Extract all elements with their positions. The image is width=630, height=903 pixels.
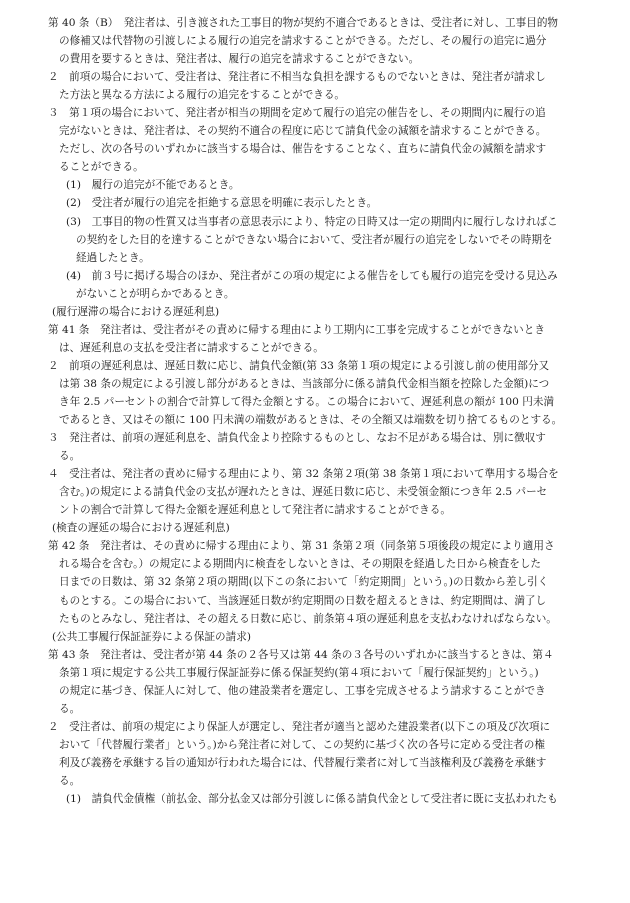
item-line: (1) 請負代金債権（前払金、部分払金又は部分引渡しに係る請負代金として受注者に既に支払われたも: [66, 793, 558, 806]
paragraph-line: ２ 前項の場合において、受注者は、発注者に不相当な負担を課するものでないときは、発注者が請求し: [48, 71, 546, 84]
text-line: 含む。)の規定による請負代金の支払が遅れたときは、遅延日数に応じ、未受領金額につき年 2.5 パーセ: [59, 486, 548, 499]
item-line: (2) 受注者が履行の追完を拒絶する意思を明確に表示したとき。: [66, 197, 378, 210]
text-line: ものとする。この場合において、当該遅延日数が約定期間の日数を超えるときは、約定期間は、満了し: [59, 594, 547, 607]
text-line: れる場合を含む。）の規定による期間内に検査をしないときは、その期限を経過した日から検査をした: [59, 558, 542, 571]
item-text-line: がないことが明らかであるとき。: [76, 287, 235, 300]
text-line: たものとみなし、発注者は、その超える日数に応じ、前条第４項の遅延利息を支払わなければならない。: [59, 612, 557, 625]
item-line: (4) 前３号に掲げる場合のほか、発注者がこの項の規定による催告をしても履行の追完を受ける見込み: [66, 269, 558, 282]
text-line: ただし、次の各号のいずれかに該当する場合は、催告をすることなく、直ちに請負代金の減額を請求す: [59, 143, 547, 156]
text-line: る。: [59, 450, 81, 463]
item-line: (1) 履行の追完が不能であるとき。: [66, 179, 240, 192]
paragraph-line: ３ 第１項の場合において、発注者が相当の期間を定めて履行の追完の催告をし、その期間内に履行の追: [48, 107, 546, 120]
text-line: の修補又は代替物の引渡しによる履行の追完を請求することができる。ただし、その履行の追完に過分: [59, 35, 547, 48]
text-line: る。: [59, 702, 81, 715]
item-line: (3) 工事目的物の性質又は当事者の意思表示により、特定の日時又は一定の期間内に履行しなければこ: [66, 215, 558, 228]
text-line: ントの割合で計算して得た金額を遅延利息として発注者に請求することができる。: [59, 504, 451, 517]
item-text-line: 経過したとき。: [76, 251, 150, 264]
text-line: であるとき、又はその額に 100 円未満の端数があるときは、その全額又は端数を切り捨てるものとする。: [59, 414, 563, 427]
article-40-title-line: 第 40 条（B） 発注者は、引き渡された工事目的物が契約不適合であるときは、受注者に対し、工事目的物: [48, 17, 559, 29]
paragraph-line: ４ 受注者は、発注者の責めに帰する理由により、第 32 条第２項(第 38 条第１項において準用する場合を: [48, 468, 559, 481]
paragraph-line: ２ 受注者は、前項の規定により保証人が選定し、発注者が適当と認めた建設業者(以下この項及び次項に: [48, 720, 551, 733]
section-heading: (公共工事履行保証証券による保証の請求): [52, 630, 251, 643]
text-line: は第 38 条の規定による引渡し部分があるときは、当該部分に係る請負代金相当額を控除した金額)につ: [59, 377, 550, 390]
text-line: おいて「代替履行業者」という。)から発注者に対して、この契約に基づく次の各号に定める受注者の権: [59, 738, 545, 751]
text-line: 条第１項に規定する公共工事履行保証証券に係る保証契約(第４項において「履行保証契約」という。): [59, 666, 539, 679]
text-line: は、遅延利息の支払を受注者に請求することができる。: [59, 341, 324, 354]
text-line: の規定に基づき、保証人に対して、他の建設業者を選定し、工事を完成させるよう請求することができ: [59, 684, 546, 697]
text-line: 完がないときは、発注者は、その契約不適合の程度に応じて請負代金の減額を請求することができる。: [59, 125, 547, 138]
text-line: る。: [59, 774, 81, 787]
article-43-title-line: 第 43 条 発注者は、受注者が第 44 条の２各号又は第 44 条の３各号のいずれかに該当するときは、第４: [48, 648, 554, 661]
article-42-title-line: 第 42 条 発注者は、その責めに帰する理由により、第 31 条第２項（同条第５項後段の規定により適用さ: [48, 540, 555, 553]
text-line: の費用を要するときは、発注者は、履行の追完を請求することができない。: [59, 53, 420, 66]
article-41-title-line: 第 41 条 発注者は、受注者がその責めに帰する理由により工期内に工事を完成することができないとき: [48, 323, 545, 336]
paragraph-line: ３ 発注者は、前項の遅延利息を、請負代金より控除するものとし、なお不足がある場合は、別に徴収す: [48, 432, 546, 445]
text-line: 日までの日数は、第 32 条第２項の期間(以下この条において「約定期間」という。)の日数から差し引く: [59, 576, 549, 589]
section-heading: (履行遅滞の場合における遅延利息): [52, 305, 220, 318]
text-line: ることができる。: [59, 161, 144, 174]
text-line: 利及び義務を承継する旨の通知が行われた場合には、代替履行業者に対して当該権利及び義務を承継す: [59, 756, 547, 769]
text-line: き年 2.5 パーセントの割合で計算して得た金額とする。この場合において、遅延利息の額が 100 円未満: [59, 395, 555, 408]
text-line: た方法と異なる方法による履行の追完をすることができる。: [59, 89, 346, 102]
section-heading: (検査の遅延の場合における遅延利息): [52, 522, 230, 535]
paragraph-line: ２ 前項の遅延利息は、遅延日数に応じ、請負代金額(第 33 条第１項の規定による引渡し前の使用部分又: [48, 359, 550, 372]
item-text-line: の契約をした目的を達することができない場合において、受注者が履行の追完をしないでその時期を: [76, 233, 553, 246]
